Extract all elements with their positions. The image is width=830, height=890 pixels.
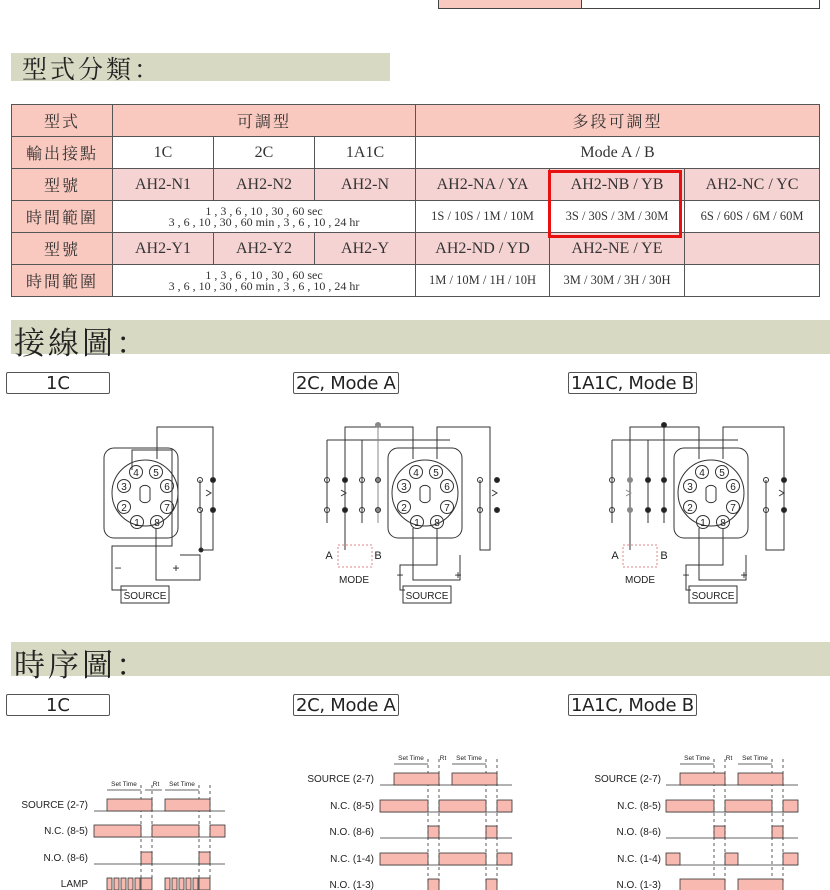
set-time-label: Set Time [111, 781, 137, 788]
pin-label: 5 [433, 468, 439, 479]
table-cell: 1M / 10M / 1H / 10H [416, 265, 550, 297]
table-cell: AH2-N1 [113, 169, 214, 201]
pin-label: 1 [414, 518, 420, 529]
table-cell: 1A1C [315, 137, 416, 169]
contact-arrow [206, 490, 211, 496]
wave-high [725, 853, 738, 865]
pin-label: 8 [434, 518, 440, 529]
socket-key [140, 485, 150, 502]
pin-label: 6 [444, 482, 450, 493]
table-cell: AH2-NC / YC [685, 169, 820, 201]
terminal-dot [211, 478, 216, 483]
header-type-cell: 型式 [12, 105, 113, 137]
mode-b-label: B [374, 550, 382, 562]
pin-label: 1 [134, 518, 140, 529]
pin-label: 5 [719, 468, 725, 479]
section-title-timing: 時序圖： [14, 648, 150, 684]
row-label: SOURCE (2-7) [21, 800, 88, 811]
table-cell: AH2-Y [315, 233, 416, 265]
pin-label: 4 [133, 468, 139, 479]
highlight-box [548, 170, 682, 238]
wave-high [666, 853, 680, 865]
spec-table [11, 104, 820, 297]
plus-sign: + [172, 561, 180, 575]
wave-high [738, 773, 783, 785]
table-cell: Mode A / B [416, 137, 820, 169]
wiring-label-2c: 2C, Mode A [293, 372, 399, 394]
timing-label-2c: 2C, Mode A [293, 694, 399, 716]
row-label: LAMP [60, 879, 88, 890]
rt-label: Rt [725, 755, 733, 762]
minus-sign: − [396, 568, 404, 582]
socket-circle [112, 460, 178, 526]
wave-high [428, 826, 439, 838]
top-table-edge [438, 0, 820, 9]
pin-label: 2 [687, 503, 693, 514]
pin-label: 8 [154, 518, 160, 529]
wave-high [486, 879, 497, 890]
row-label: N.O. (8-6) [43, 853, 88, 864]
wave-high [783, 853, 798, 865]
table-cell: AH2-NE / YE [550, 233, 685, 265]
timing-label-1a1c: 1A1C, Mode B [568, 694, 697, 716]
set-time-label: Set Time [742, 755, 768, 762]
wave-high [486, 826, 497, 838]
wave-high [772, 826, 783, 838]
table-cell [113, 201, 416, 233]
pin-label: 5 [153, 468, 159, 479]
set-time-label: Set Time [456, 755, 482, 762]
table-cell: AH2-NB / YB [550, 169, 685, 201]
row-label: N.C. (1-4) [617, 854, 661, 865]
pin-label: 6 [164, 482, 170, 493]
wiring-label-1a1c: 1A1C, Mode B [568, 372, 697, 394]
wiring-label-1c: 1C [6, 372, 110, 394]
range-line: 1 , 3 , 6 , 10 , 30 , 60 sec [205, 267, 323, 282]
row-label: N.C. (8-5) [330, 801, 374, 812]
timing-diagram-1c [21, 781, 225, 890]
row-label: N.C. (1-4) [330, 854, 374, 865]
pin-label: 6 [730, 482, 736, 493]
minus-sign: − [682, 568, 690, 582]
source-label: SOURCE [405, 591, 449, 602]
set-time-label: Set Time [169, 781, 195, 788]
wiring-diagram-1c [104, 427, 216, 603]
range-line: 3 , 6 , 10 , 30 , 60 min , 3 , 6 , 10 , 24 hr [168, 214, 360, 229]
wave-high [439, 800, 486, 812]
table-row [12, 233, 820, 265]
minus-sign: − [114, 561, 122, 575]
wave-high [783, 800, 798, 812]
row-label: N.O. (8-6) [616, 827, 661, 838]
mode-b-label: B [660, 550, 668, 562]
wave-high [428, 879, 439, 890]
rt-label: Rt [439, 755, 447, 762]
row-label: N.C. (8-5) [44, 826, 88, 837]
table-cell: 3S / 30S / 3M / 30M [550, 201, 685, 233]
range-line: 3 , 6 , 10 , 30 , 60 min , 3 , 6 , 10 , 24 hr [168, 278, 360, 293]
pin-label: 1 [700, 518, 706, 529]
pin-label: 3 [121, 482, 127, 493]
row-label: N.O. (1-3) [329, 880, 374, 890]
wave-high [107, 799, 152, 811]
section-title-classification: 型式分類： [22, 55, 163, 84]
wave-high [497, 800, 512, 812]
source-label: SOURCE [123, 591, 167, 602]
mode-label: MODE [339, 575, 369, 586]
pin-label: 4 [699, 468, 705, 479]
mode-a-label: A [325, 550, 333, 562]
pin-label: 4 [413, 468, 419, 479]
wave-high [714, 826, 725, 838]
table-cell: AH2-Y1 [113, 233, 214, 265]
header-multi-cell: 多段可調型 [416, 105, 820, 137]
wave-high [738, 879, 783, 890]
header-adjustable-cell: 可調型 [113, 105, 416, 137]
table-cell [685, 265, 820, 297]
wave-high [141, 852, 152, 864]
table-cell: AH2-NA / YA [416, 169, 550, 201]
pin-label: 2 [121, 503, 127, 514]
wave-high [380, 800, 428, 812]
wave-high [152, 825, 199, 837]
wave-high [680, 879, 725, 890]
table-cell [113, 265, 416, 297]
wave-high [439, 853, 486, 865]
range-line: 1 , 3 , 6 , 10 , 30 , 60 sec [205, 203, 323, 218]
row-label: N.C. (8-5) [617, 801, 661, 812]
socket-outline [104, 448, 178, 538]
table-cell: AH2-ND / YD [416, 233, 550, 265]
wave-high [452, 773, 497, 785]
table-row [12, 265, 820, 297]
table-cell: AH2-N2 [214, 169, 315, 201]
pin-label: 7 [444, 503, 450, 514]
table-cell: 1S / 10S / 1M / 10M [416, 201, 550, 233]
rt-label: Rt [152, 781, 160, 788]
terminal-dot [211, 508, 216, 513]
row-label: 型號 [12, 233, 113, 265]
row-label: N.O. (8-6) [329, 827, 374, 838]
row-label: 時間範圍 [12, 265, 113, 297]
pin-label: 2 [401, 503, 407, 514]
set-time-label: Set Time [684, 755, 710, 762]
table-row [12, 105, 820, 137]
wiring-diagrams [0, 380, 830, 620]
timing-diagram-1a1c [594, 755, 798, 890]
wave-high [199, 852, 210, 864]
timing-diagrams [0, 740, 830, 890]
row-label: 時間範圍 [12, 201, 113, 233]
row-label: N.O. (1-3) [616, 880, 661, 890]
row-label: 輸出接點 [12, 137, 113, 169]
table-cell: 2C [214, 137, 315, 169]
wave-high [680, 773, 725, 785]
pin-label: 3 [401, 482, 407, 493]
mode-a-label: A [611, 550, 619, 562]
wave-high [497, 853, 512, 865]
wave-high [380, 853, 428, 865]
wave-high [210, 825, 225, 837]
mode-label: MODE [625, 575, 655, 586]
source-label: SOURCE [691, 591, 735, 602]
timing-diagram-2c [307, 755, 512, 890]
wave-high [94, 825, 141, 837]
table-row [12, 201, 820, 233]
table-cell [685, 233, 820, 265]
pin-label: 7 [730, 503, 736, 514]
row-label: SOURCE (2-7) [307, 774, 374, 785]
table-cell: AH2-N [315, 169, 416, 201]
wave-high [165, 799, 210, 811]
wave-high [394, 773, 439, 785]
pin-label: 7 [164, 503, 170, 514]
table-row [12, 169, 820, 201]
table-cell: 3M / 30M / 3H / 30H [550, 265, 685, 297]
row-label: SOURCE (2-7) [594, 774, 661, 785]
table-cell: 1C [113, 137, 214, 169]
pin-label: 3 [687, 482, 693, 493]
wave-high [666, 800, 714, 812]
wave-high [725, 800, 772, 812]
table-row [12, 137, 820, 169]
table-cell: AH2-Y2 [214, 233, 315, 265]
row-label: 型號 [12, 169, 113, 201]
table-cell: 6S / 60S / 6M / 60M [685, 201, 820, 233]
timing-label-1c: 1C [6, 694, 110, 716]
section-title-wiring: 接線圖： [14, 326, 150, 362]
plus-sign: + [454, 568, 462, 582]
set-time-label: Set Time [398, 755, 424, 762]
pin-label: 8 [720, 518, 726, 529]
plus-sign: + [740, 568, 748, 582]
